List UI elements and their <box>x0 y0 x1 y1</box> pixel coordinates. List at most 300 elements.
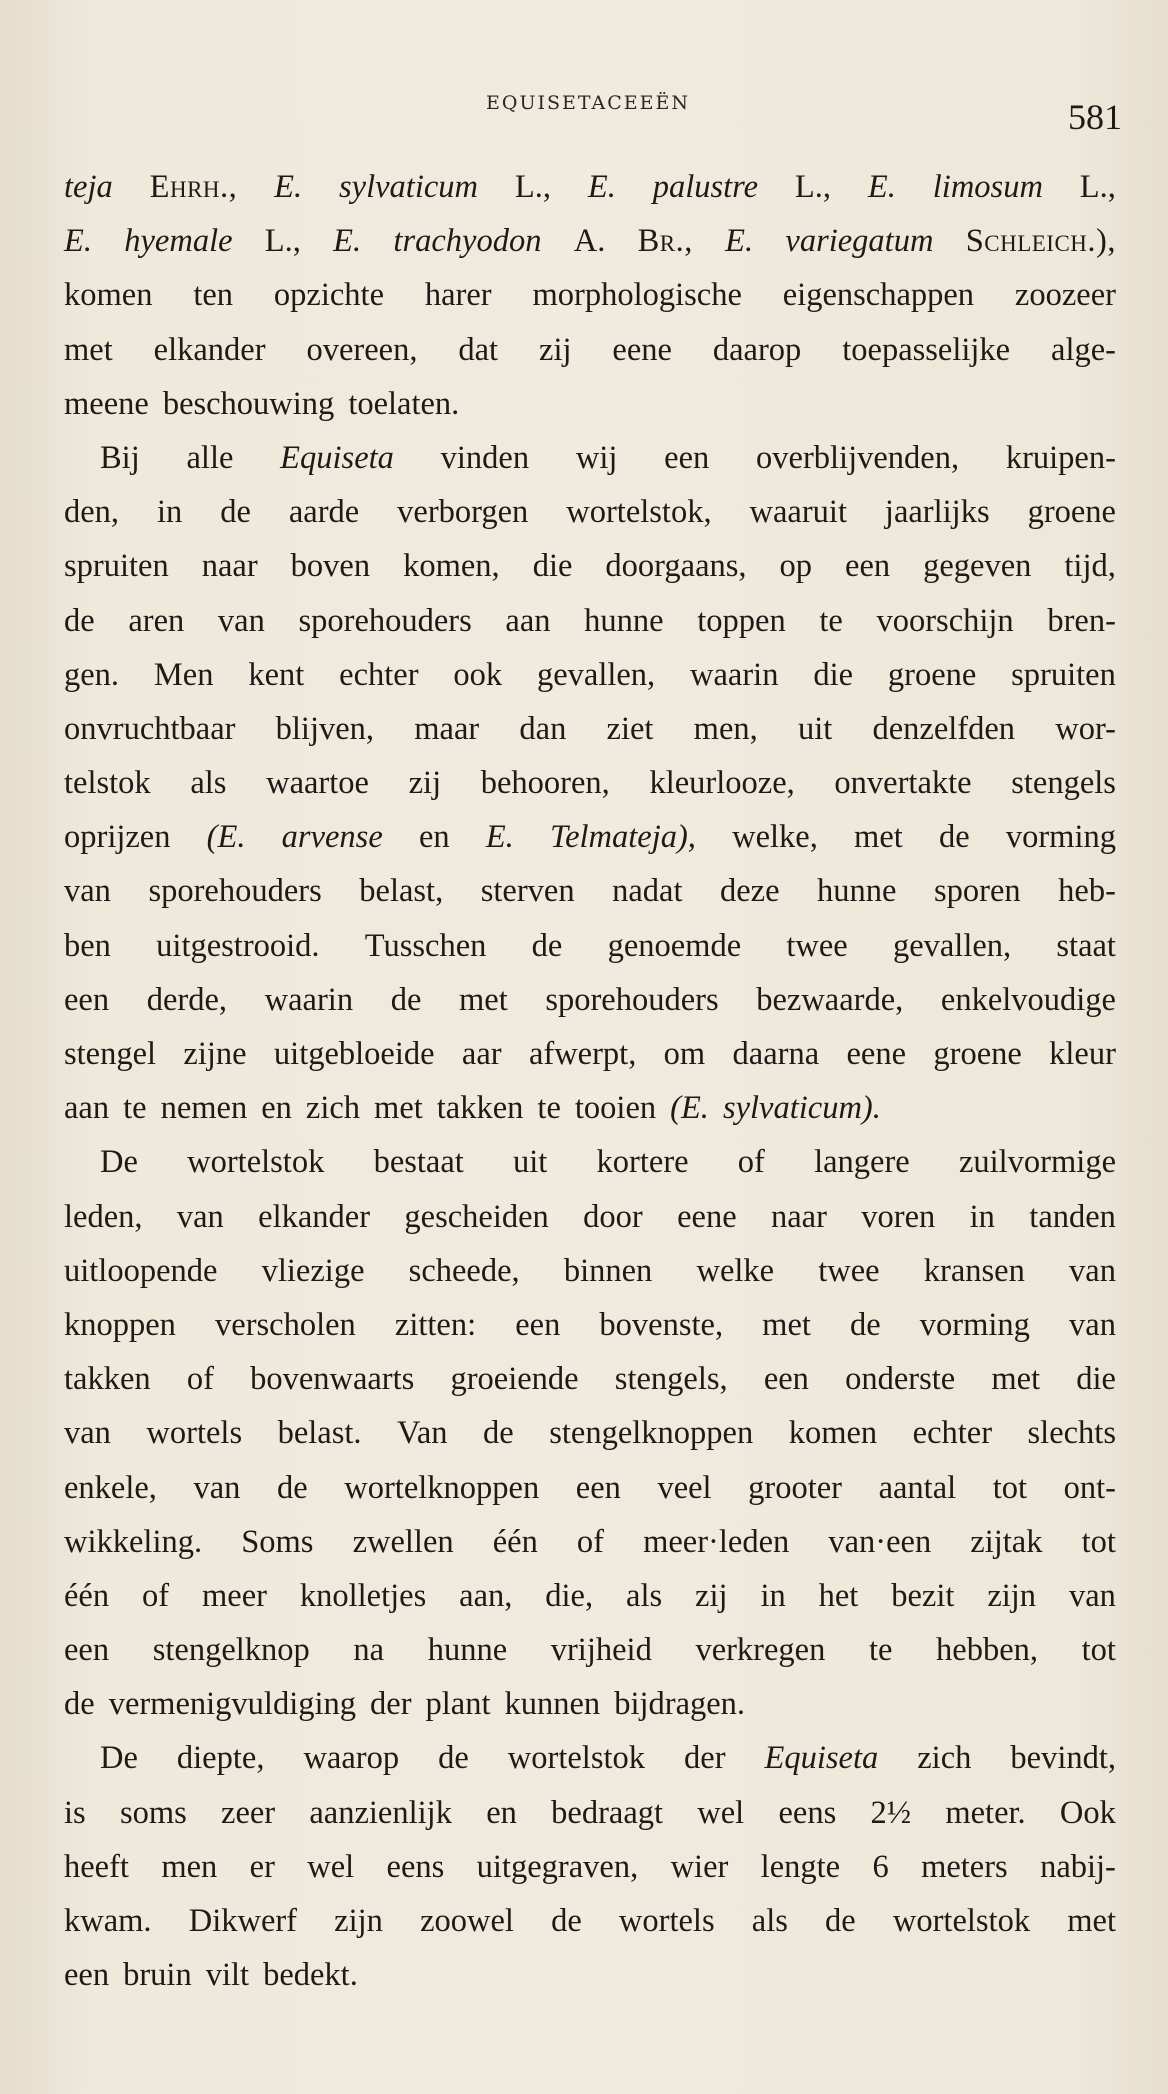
word: de <box>277 1469 308 1506</box>
word: eens <box>778 1794 837 1831</box>
word: alge- <box>1051 331 1116 368</box>
word: kent <box>248 656 305 693</box>
word: wel <box>697 1794 745 1831</box>
word: stengels, <box>614 1361 728 1398</box>
word: die <box>813 656 854 693</box>
word: E. <box>867 169 896 205</box>
word: te <box>819 602 843 639</box>
word: wortelstok <box>187 1144 325 1181</box>
word: knoppen <box>64 1306 176 1343</box>
word: Ook <box>1059 1794 1116 1831</box>
text-line <box>64 1244 1116 1298</box>
word: aan, <box>459 1577 513 1614</box>
word: deze <box>720 873 780 910</box>
word: eigenschappen <box>782 277 975 314</box>
word: tot <box>1081 1632 1116 1669</box>
word: Schleich.), <box>965 223 1116 260</box>
word: waarin <box>690 656 779 693</box>
word: trachyodon <box>393 223 542 260</box>
word: toppen <box>697 602 786 639</box>
word: De <box>100 1144 138 1181</box>
text-line <box>64 1569 1116 1623</box>
word: zeer <box>221 1794 276 1831</box>
word: naar <box>771 1198 827 1235</box>
text-line <box>64 1840 1116 1894</box>
word: Equiseta <box>764 1740 879 1777</box>
word: aren <box>128 602 185 639</box>
word: om <box>663 1036 706 1072</box>
word: de <box>483 1415 514 1452</box>
word: naar <box>201 548 258 585</box>
word: Equiseta <box>280 439 394 476</box>
word: vorming <box>919 1306 1030 1343</box>
word: bijdragen. <box>614 1686 746 1723</box>
word: met <box>854 819 903 856</box>
word: van <box>217 602 265 639</box>
word: vorming <box>1005 819 1116 856</box>
word: E. <box>587 169 616 205</box>
word: der <box>684 1740 726 1777</box>
text-line <box>64 1081 1116 1135</box>
word: komen <box>788 1415 878 1452</box>
word: Bij <box>100 439 140 476</box>
word: een <box>64 1632 110 1669</box>
text-line <box>64 431 1116 485</box>
word: elkander <box>153 331 266 368</box>
word: zoozeer <box>1014 277 1116 314</box>
word: de <box>551 1903 582 1939</box>
word: de <box>531 927 563 964</box>
word: daarna <box>732 1036 820 1072</box>
word: enkele, <box>64 1469 157 1506</box>
word: de <box>220 494 251 531</box>
word: kransen <box>923 1252 1025 1289</box>
word: komen, <box>403 548 500 585</box>
word: zitten: <box>394 1306 477 1343</box>
word: kruipen- <box>1005 439 1116 476</box>
word: in <box>157 494 183 531</box>
word: bedraagt <box>551 1794 664 1831</box>
word: van <box>193 1469 241 1506</box>
word: L., <box>514 169 551 205</box>
word: welke <box>696 1252 775 1289</box>
word: verkregen <box>695 1632 826 1669</box>
word: den, <box>64 494 120 531</box>
word: die, <box>545 1577 594 1614</box>
word: op <box>779 548 813 585</box>
word: der <box>370 1686 412 1723</box>
word: zoowel <box>420 1903 514 1939</box>
word: meene <box>64 385 149 422</box>
word: van <box>176 1198 224 1235</box>
text-line <box>64 1027 1116 1081</box>
word: van <box>1069 1306 1116 1343</box>
word: met <box>374 1090 423 1127</box>
word: een <box>845 548 891 585</box>
word: met <box>762 1306 811 1343</box>
word: waaruit <box>749 494 847 531</box>
word: nemen <box>160 1090 248 1127</box>
word: in <box>760 1577 786 1614</box>
word: of <box>186 1361 214 1398</box>
word: het <box>818 1577 859 1614</box>
word: twee <box>818 1252 880 1289</box>
word: teja <box>64 169 113 205</box>
word: de <box>64 602 95 639</box>
word: plant <box>425 1686 491 1723</box>
word: met <box>991 1361 1041 1398</box>
word: langere <box>814 1144 910 1181</box>
word: sporehouders <box>148 873 322 910</box>
word: door <box>583 1198 643 1235</box>
word: zijne <box>183 1036 247 1072</box>
word: en <box>486 1794 517 1831</box>
word: behooren, <box>480 765 610 802</box>
word: welke, <box>732 819 818 856</box>
word: wikkeling. <box>64 1523 203 1560</box>
word: opzichte <box>273 277 384 314</box>
word: stengels <box>1011 765 1116 802</box>
word: Tusschen <box>364 927 487 964</box>
word: wortelstok <box>507 1740 646 1777</box>
word: in <box>969 1198 995 1235</box>
word: met <box>64 331 113 368</box>
word: uitgestrooid. <box>156 927 320 964</box>
word: L., <box>1079 169 1116 205</box>
word: ook <box>453 656 503 693</box>
word: bevindt, <box>1010 1740 1116 1777</box>
word: onvertakte <box>834 765 972 802</box>
word: voren <box>861 1198 936 1235</box>
word: twee <box>786 927 848 964</box>
word: genoemde <box>607 927 742 964</box>
word: nabij- <box>1040 1848 1116 1885</box>
word: (E. <box>206 819 246 856</box>
word: takken <box>64 1361 151 1398</box>
text-line <box>64 973 1116 1027</box>
word: aarde <box>288 494 360 531</box>
word: van <box>1068 1577 1116 1614</box>
word: is <box>64 1794 86 1831</box>
text-line <box>64 1894 1116 1948</box>
word: 6 <box>872 1848 889 1885</box>
word: alle <box>186 439 234 476</box>
word: zij <box>539 331 572 368</box>
word: te <box>868 1632 893 1669</box>
page-number: 581 <box>1068 97 1122 137</box>
word: aan <box>505 602 551 639</box>
text-line <box>64 377 1116 431</box>
text-line <box>64 1352 1116 1406</box>
word: men <box>161 1848 218 1885</box>
text-line <box>64 810 1116 864</box>
word: of <box>737 1144 765 1181</box>
word: overeen, <box>306 331 418 368</box>
word: hyemale <box>124 223 233 260</box>
word: bren- <box>1047 602 1116 639</box>
word: zij <box>408 765 442 802</box>
word: diepte, <box>176 1740 265 1777</box>
word: variegatum <box>785 223 934 260</box>
word: aanzienlijk <box>309 1794 452 1831</box>
word: wel <box>307 1848 355 1885</box>
word: arvense <box>281 819 383 856</box>
word: aar <box>461 1036 502 1072</box>
word: 2½ <box>870 1794 912 1831</box>
word: één <box>492 1523 538 1560</box>
word: grooter <box>748 1469 842 1506</box>
word: ben <box>64 927 111 964</box>
word: Soms <box>241 1523 314 1560</box>
word: of <box>142 1577 170 1614</box>
word: komen <box>64 277 153 314</box>
word: sterven <box>480 873 575 910</box>
word: kleur <box>1049 1036 1116 1072</box>
word: Van <box>397 1415 448 1452</box>
word: verborgen <box>397 494 529 531</box>
word: kunnen <box>504 1686 601 1723</box>
text-line <box>64 1406 1116 1460</box>
word: groene <box>887 656 977 693</box>
word: dat <box>458 331 499 368</box>
word: als <box>751 1903 788 1939</box>
word: beschouwing <box>162 385 335 422</box>
word: onderste <box>845 1361 956 1398</box>
running-title: EQUISETACEEËN <box>486 92 690 114</box>
text-line <box>64 648 1116 702</box>
text-line <box>64 1948 1116 2002</box>
word: eens <box>386 1848 445 1885</box>
word: met <box>1067 1903 1116 1939</box>
word: (E. <box>670 1090 709 1127</box>
word: E. <box>725 223 754 260</box>
text-line <box>64 323 1116 377</box>
word: de <box>438 1740 469 1777</box>
word: nadat <box>612 873 683 910</box>
word: wortels <box>618 1903 715 1939</box>
word: vinden <box>440 439 530 476</box>
word: sporehouders <box>545 981 719 1018</box>
word: lengte <box>760 1848 841 1885</box>
word: waarin <box>264 981 354 1018</box>
word: de <box>938 819 970 856</box>
word: doorgaans, <box>605 548 747 585</box>
word: oprijzen <box>64 819 171 856</box>
word: van <box>1069 1252 1116 1289</box>
word: wortels <box>146 1415 243 1452</box>
word: wij <box>575 439 618 476</box>
word: bruin <box>123 1957 192 1994</box>
word: stengelknop <box>152 1632 310 1669</box>
word: wortelstok <box>892 1903 1031 1939</box>
word: verscholen <box>215 1306 356 1343</box>
word: en <box>261 1090 292 1127</box>
word: takken <box>436 1090 524 1127</box>
text-line <box>64 1461 1116 1515</box>
word: meer <box>202 1577 267 1614</box>
word: E. <box>485 819 514 856</box>
word: groene <box>1027 494 1116 531</box>
word: E. <box>333 223 362 260</box>
word: L., <box>794 169 832 205</box>
word: die <box>1076 1361 1116 1398</box>
word: sporehouders <box>298 602 472 639</box>
word: een <box>575 1469 621 1506</box>
word: vilt <box>205 1957 250 1994</box>
text-line <box>64 1298 1116 1352</box>
word: echter <box>339 656 419 693</box>
word: gevallen, <box>892 927 1012 964</box>
body-text <box>64 160 1116 2002</box>
word: bovenwaarts <box>250 1361 415 1398</box>
word: zijn <box>334 1903 383 1939</box>
word: bovenste, <box>599 1306 724 1343</box>
word: hunne <box>427 1632 508 1669</box>
word: spruiten <box>64 548 169 585</box>
word: een <box>64 981 110 1018</box>
text-line <box>64 594 1116 648</box>
word: Telmateja), <box>549 819 696 856</box>
word: van·een <box>828 1523 932 1560</box>
word: wortelstok, <box>566 494 712 531</box>
word: tot <box>1081 1523 1116 1560</box>
word: binnen <box>563 1252 653 1289</box>
word: meer·leden <box>643 1523 790 1560</box>
word: tijd, <box>1064 548 1116 585</box>
word: limosum <box>932 169 1043 205</box>
word: een <box>664 439 710 476</box>
word: te <box>537 1090 561 1127</box>
word: denzelfden <box>872 710 1016 747</box>
word: men, <box>693 710 758 747</box>
word: heeft <box>64 1848 129 1885</box>
text-line <box>64 919 1116 973</box>
word: toepasselijke <box>842 331 1011 368</box>
word: Ehrh., <box>149 169 238 205</box>
word: enkelvoudige <box>940 981 1116 1018</box>
word: bestaat <box>373 1144 464 1181</box>
word: uitgegraven, <box>476 1848 639 1885</box>
word: zich <box>917 1740 972 1777</box>
word: soms <box>119 1794 187 1831</box>
text-line <box>64 1515 1116 1569</box>
text-line <box>64 756 1116 810</box>
word: A. <box>573 223 606 260</box>
word: een <box>64 1957 110 1994</box>
word: eene <box>612 331 672 368</box>
word: heb- <box>1058 873 1116 910</box>
word: stengelknoppen <box>549 1415 754 1452</box>
word: afwerpt, <box>528 1036 637 1072</box>
word: blijven, <box>275 710 375 747</box>
word: of <box>576 1523 604 1560</box>
word: Br., <box>637 223 693 260</box>
word: één <box>64 1577 110 1614</box>
word: belast. <box>277 1415 362 1452</box>
word: wortelknoppen <box>344 1469 540 1506</box>
word: zich <box>305 1090 361 1127</box>
word: echter <box>912 1415 993 1452</box>
text-line <box>64 268 1116 322</box>
text-line <box>64 160 1116 214</box>
word: E. <box>64 223 92 260</box>
word: van <box>64 1415 111 1452</box>
word: en <box>418 819 450 856</box>
word: zij <box>695 1577 728 1614</box>
word: meter. <box>945 1794 1026 1831</box>
word: waartoe <box>266 765 369 802</box>
word: de <box>64 1686 95 1723</box>
word: hunne <box>817 873 897 910</box>
word: palustre <box>652 169 759 205</box>
word: stengel <box>64 1036 157 1072</box>
text-line <box>64 702 1116 756</box>
word: dan <box>519 710 567 747</box>
word: gevallen, <box>536 656 656 693</box>
word: staat <box>1056 927 1116 964</box>
text-line <box>64 1135 1116 1189</box>
word: gegeven <box>923 548 1032 585</box>
word: uitloopende <box>64 1252 218 1289</box>
word: E. <box>274 169 303 205</box>
word: knolletjes <box>299 1577 427 1614</box>
text-line <box>64 864 1116 918</box>
word: de <box>390 981 422 1018</box>
word: uitgebloeide <box>273 1036 435 1072</box>
word: bezit <box>891 1577 955 1614</box>
word: eene <box>846 1036 907 1072</box>
word: hebben, <box>936 1632 1039 1669</box>
word: boven <box>290 548 371 585</box>
word: groene <box>933 1036 1022 1072</box>
word: slechts <box>1027 1415 1116 1452</box>
word: toelaten. <box>348 385 460 422</box>
word: vrijheid <box>550 1632 652 1669</box>
word: uit <box>513 1144 548 1181</box>
word: wier <box>670 1848 729 1885</box>
word: als <box>626 1577 663 1614</box>
word: de <box>825 1903 856 1939</box>
word: kwam. <box>64 1903 152 1939</box>
word: zuilvormige <box>958 1144 1116 1181</box>
text-line <box>64 1677 1116 1731</box>
text-line <box>64 214 1116 268</box>
word: telstok <box>64 765 151 802</box>
word: wor- <box>1055 710 1116 747</box>
word: elkander <box>258 1198 371 1235</box>
word: jaarlijks <box>884 494 990 531</box>
word: L., <box>264 223 301 260</box>
word: harer <box>424 277 492 314</box>
word: De <box>100 1740 138 1777</box>
word: aan <box>64 1090 110 1127</box>
word: belast, <box>359 873 444 910</box>
word: spruiten <box>1011 656 1116 693</box>
word: ont- <box>1063 1469 1116 1506</box>
word: Men <box>153 656 214 693</box>
word: sylvaticum). <box>722 1090 881 1127</box>
word: onvruchtbaar <box>64 710 236 747</box>
word: tooien <box>574 1090 657 1127</box>
word: een <box>763 1361 809 1398</box>
word: uit <box>797 710 833 747</box>
word: sporen <box>934 873 1021 910</box>
word: eene <box>677 1198 737 1235</box>
word: veel <box>657 1469 712 1506</box>
word: ten <box>193 277 234 314</box>
word: gescheiden <box>404 1198 549 1235</box>
word: ziet <box>606 710 654 747</box>
